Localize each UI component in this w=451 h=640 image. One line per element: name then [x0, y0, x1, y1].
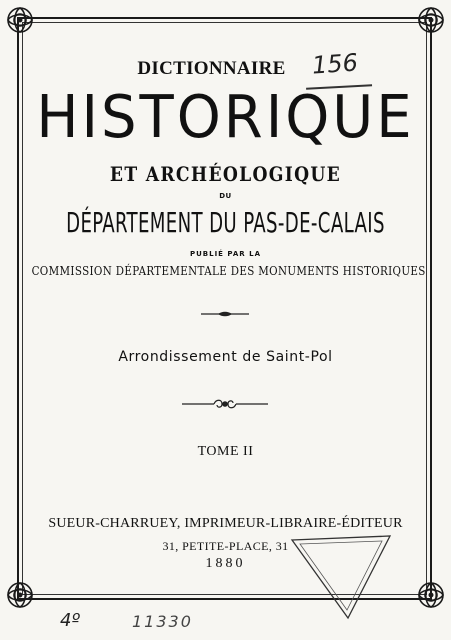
- scroll-flourish-icon: [180, 397, 270, 411]
- shelf-number-handwritten: 156: [311, 48, 359, 80]
- title-archeologique: ET ARCHÉOLOGIQUE: [109, 162, 342, 186]
- corner-ornament-icon: [414, 3, 448, 37]
- corner-ornament-icon: [3, 3, 37, 37]
- arrondissement-line: Arrondissement de Saint-Pol: [118, 349, 333, 365]
- handwritten-format-mark: 4º: [60, 610, 80, 631]
- imprimeur-line: SUEUR-CHARRUEY, IMPRIMEUR-LIBRAIRE-ÉDITEUR: [48, 516, 403, 531]
- corner-ornament-icon: [414, 578, 448, 612]
- publie-par: PUBLIÉ PAR LA: [189, 250, 262, 258]
- tome-line: TOME II: [197, 444, 254, 459]
- title-du: DU: [219, 192, 232, 200]
- year-line: 1880: [205, 556, 246, 571]
- commission-line: COMMISSION DÉPARTEMENTALE DES MONUMENTS HISTORIQUES: [31, 264, 426, 278]
- corner-ornament-icon: [3, 578, 37, 612]
- address-line: 31, PETITE-PLACE, 31: [162, 539, 289, 553]
- triangle-stamp-icon: [286, 532, 396, 622]
- title-dictionnaire: DICTIONNAIRE: [137, 58, 286, 79]
- dash-rule-icon: [200, 310, 250, 318]
- title-historique: HISTORIQUE: [36, 83, 415, 152]
- title-departement: DÉPARTEMENT DU PAS-DE-CALAIS: [66, 206, 385, 239]
- handwritten-inventory-number: 11330: [132, 612, 193, 631]
